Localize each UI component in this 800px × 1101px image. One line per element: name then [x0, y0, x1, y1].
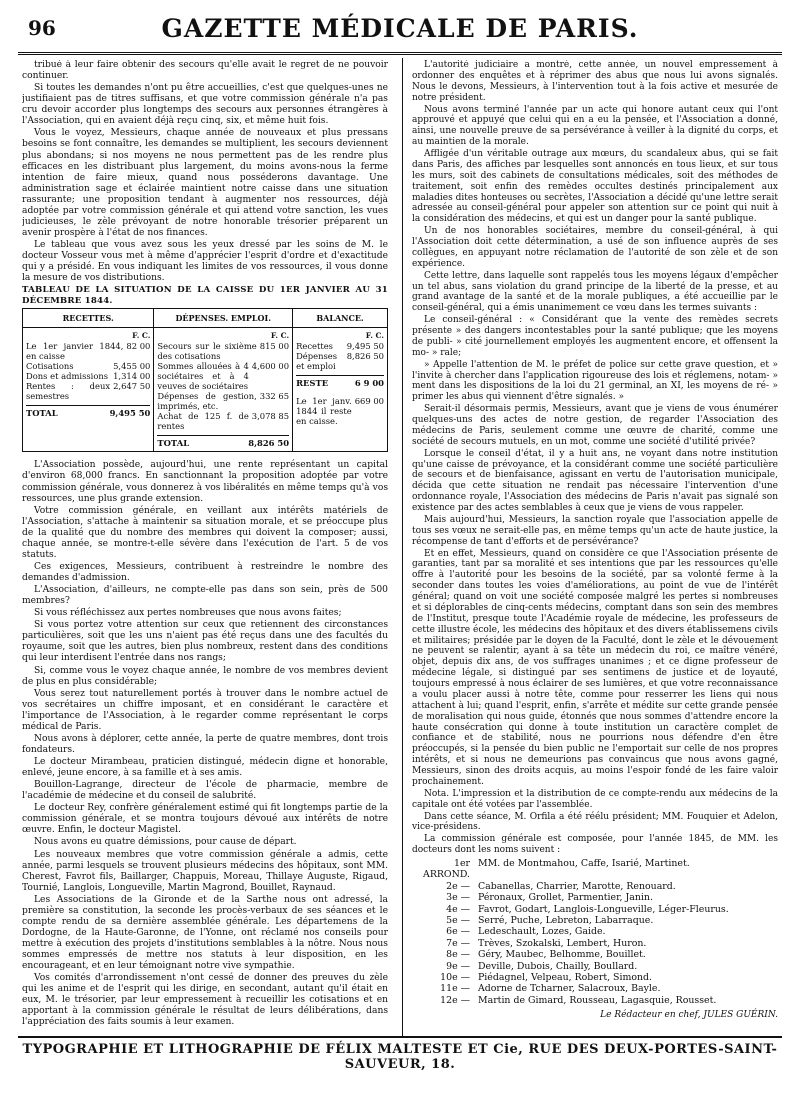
commission-names: Péronaux, Grollet, Parmentier, Janin. [478, 892, 653, 904]
recette-row [26, 371, 150, 381]
printer-footer: TYPOGRAPHIE ET LITHOGRAPHIE DE FÉLIX MALTESTE ET Cie, RUE DES DEUX-PORTES-SAINT-SAUVEUR, 18. [22, 1042, 778, 1072]
arrondissement-label: 2e — [446, 880, 470, 892]
recette-row-label: Dons et admissions [26, 371, 109, 382]
commission-row [412, 892, 778, 903]
commission-row [412, 949, 778, 960]
header-rule [18, 52, 782, 55]
paragraph: Le docteur Mirambeau, praticien distingué, médecin digne et honorable, enlevé, jeune encore, à sa famille et à ses amis. [22, 757, 388, 779]
paragraph: Nous avons terminé l'année par un acte qui honore autant ceux qui l'ont approuvé et appuyé que celui qui en a eu la pensée, et l'Association a donné, ainsi, une nouvelle preuve de sa persévérance à veiller à la dignité du corps, et au maintien de la morale. [412, 104, 778, 148]
finance-table [22, 308, 388, 452]
commission-row [412, 972, 778, 983]
journal-title: GAZETTE MÉDICALE DE PARIS. [161, 14, 639, 43]
depense-row-label: Dépenses de gestion, imprimés, etc. [157, 391, 257, 412]
commission-names: Martin de Gimard, Rousseau, Lagasquie, Rousset. [478, 994, 717, 1006]
balance-reste: RESTE 6 9 00 [296, 375, 384, 388]
depense-row [157, 391, 289, 411]
paragraph: L'autorité judiciaire a montré, cette année, un nouvel empressement à ordonner des enquêtes et à réprimer des abus que nous lui avons signalés. Nous le devons, Messieurs, à l'intervention tout à la fois active et mesurée de notre président. [412, 60, 778, 103]
paragraph: Nous avons eu quatre démissions, pour cause de départ. [34, 837, 297, 848]
table-title: TABLEAU DE LA SITUATION DE LA CAISSE DU 1ER JANVIER AU 31 DÉCEMBRE 1844. [22, 285, 388, 307]
paragraph: Affligée d'un véritable outrage aux mœurs, du scandaleux abus, qui se fait dans Paris, des affiches par lesquelles sont annoncés en tous lieux, et sur tous les murs, soit des cabinets de consultations médicales, soit des méthodes de traitement, soit enfin des remèdes occultes destinés principalement aux maladies dites honteuses ou secrètes, l'Association a décidé qu'une lettre serait adressée au conseil-général pour appeler son attention sur ce point qui nuit à la considération des médecins, et qui est un danger pour la santé publique. [412, 149, 778, 225]
commission-row [412, 926, 778, 937]
commission-names: MM. de Montmahou, Caffe, Isarié, Martinet. [478, 858, 690, 869]
depense-row-amount: 332 65 [259, 391, 290, 402]
paragraph: Le docteur Rey, confrère généralement estimé qui fit longtemps partie de la commission générale, et se montra toujours dévoué aux intérêts de notre œuvre. Enfin, le docteur Magistel. [22, 803, 388, 836]
commission-row [412, 983, 778, 994]
left-column [22, 60, 388, 1030]
unit-label: F. C. [270, 331, 290, 341]
unit-label: F. C. [132, 331, 151, 341]
header-depenses: DÉPENSES. EMPLOI. [154, 309, 293, 328]
paragraph: Serait-il désormais permis, Messieurs, avant que je viens de vous énumérer quelques-uns des actes de notre gestion, de regarder l'Association des médecins de Paris, seulement comme une œuvre de charité, comme une société de secours mutuels, en un mot, comme une société d'utilité privée? [412, 404, 778, 447]
paragraph: Si, comme vous le voyez chaque année, le nombre de vos membres devient de plus en plus considérable; [22, 665, 388, 687]
recette-row-label: Cotisations [26, 361, 74, 372]
balance-list [296, 341, 384, 371]
commission-names: Adorne de Tcharner, Salacroux, Bayle. [478, 983, 661, 995]
commission-names: Serré, Puche, Lebreton, Labarraque. [478, 915, 654, 927]
commission-intro: La commission générale est composée, pour l'année 1845, de MM. les docteurs dont les noms suivent : [412, 834, 778, 856]
page-header [18, 14, 782, 48]
paragraph: Cette lettre, dans laquelle sont rappelés tous les moyens légaux d'empêcher un tel abus, sans violation du grand principe de la liberté de la presse, et au grand avantage de la santé et de la morale publiques, a été accueillie par le conseil-général, qui a émis unanimement ce vœu dans les termes suivants : [412, 270, 778, 314]
commission-names: Favrot, Godart, Langlois-Longueville, Léger-Fleurus. [478, 903, 729, 915]
commission-names: Ledeschault, Lozes, Gaide. [478, 926, 606, 938]
commission-row [412, 881, 778, 892]
balance-row [296, 351, 384, 371]
footer-rule [18, 1036, 782, 1038]
nota-paragraph: Nota. L'impression et la distribution de ce compte-rendu aux médecins de la capitale ont été votées par l'assemblée. [412, 788, 778, 810]
paragraph: Si toutes les demandes n'ont pu être accueillies, c'est que quelques-unes ne justifiaient pas de titres suffisans, et que votre commission générale n'a pas cru devoir accorder plus longtemps des secours aux personnes étrangères à l'Association, qui en avaient déjà reçu cinq, six, et même huit fois. [22, 83, 388, 127]
depense-row-label: Secours sur le sixième des cotisations [157, 341, 257, 362]
depense-row [157, 361, 289, 391]
recette-row [26, 361, 150, 371]
recette-row-amount: 5,455 00 [113, 361, 151, 372]
arrondissement-label: 11e — [440, 983, 470, 995]
balance-en-caisse: Le 1er janv. 1844 il reste en caisse. 669 00 [296, 396, 384, 427]
depenses-list [157, 341, 289, 431]
balance-row [296, 341, 384, 351]
paragraph: Et en effet, Messieurs, quand on considère ce que l'Association présente de garanties, tant par sa moralité et ses intentions que par les ressources qu'elle offre à l'autorité pour les besoins de la société, par sa volonté ferme à la seconder dans toutes les voies d'améliorations, au point de vue de l'intérêt général; quand on voit une société composée malgré les pertes si nombreuses et si déplorables de cinq-cents médecins, comptant dans son sein des membres de l'Institut, presque toute l'Académie royale de médecine, les professeurs de cette illustre école, les médecins des hôpitaux et des divers établissemens civils et militaires; présidée par le doyen de la Faculté, dont le zèle et le dévouement ne peuvent se ralentir, ayant à sa tête un médecin du roi, ce maître vénéré, objet, depuis dix ans, de vos suffrages unanimes ; et ce digne professeur de médecine légale, si distingué par ses sentimens de justice et de loyauté, toujours empressé à nous éclairer de ses lumières, et que votre reconnaissance a voulu placer aussi à notre tête, comme pour resserrer les liens qui nous attachent à lui; quand l'esprit, enfin, s'arrête et médite sur cette grande pensée de moralisation qui nous guide, étonnés que nous sommes d'attendre encore la haute consécration qui donne à toute institution un caractère complet de confiance et de stabilité, nous ne pourrions nous défendre d'en être préoccupés, si la pensée du bien public ne l'emportait sur celle de nos propres intérêts, et si nous ne demeurions pas convaincus que nous avons gagné, Messieurs, sinon des droits acquis, au moins l'espoir fondé de les faire valoir prochainement. [412, 548, 778, 787]
commission-names: Trèves, Szokalski, Lembert, Huron. [478, 937, 647, 949]
arrondissement-label: 7e — [446, 937, 470, 949]
paragraph: L'Association possède, aujourd'hui, une rente représentant un capital d'environ 68,000 francs. En sanctionnant la proposition adoptée par votre commission générale, vous donnerez à vos libéralités en même temps qu'à vos ressources, une plus grande extension. [22, 460, 388, 504]
right-column [412, 60, 778, 1030]
commission-names: Deville, Dubois, Chailly, Boullard. [478, 960, 638, 972]
commission-list [412, 858, 778, 1006]
depenses-total: TOTAL 8,826 50 [157, 435, 289, 448]
arrondissement-label: 3e — [446, 892, 470, 904]
paragraph: Lorsque le conseil d'état, il y a huit ans, ne voyant dans notre institution qu'une caisse de prévoyance, et la considérant comme une société particulière de secours et de bienfaisance, agissant en vertu de l'autorisation municipale, décida que cette situation ne rendait pas nécessaire l'intervention d'une ordonnance royale, l'Association des médecins de Paris n'avait pas signalé son existence par des actes semblables à ceux que je viens de vous rappeler. [412, 448, 778, 513]
recette-row [26, 381, 150, 401]
arrondissement-label: 1er ARROND. [423, 858, 470, 881]
recettes-cell [23, 328, 154, 452]
paragraph: Les nouveaux membres que votre commission générale a admis, cette année, parmi lesquels se trouvent plusieurs médecins des hôpitaux, sont MM. Cherest, Favrot fils, Baillarger, Chappuis, Moreau, Thillaye Auguste, Rigaud, Tournié, Langlois, Longueville, Martin Magrond, Bouillet, Raynaud. [22, 849, 388, 893]
paragraph: L'Association, d'ailleurs, ne compte-elle pas dans son sein, près de 500 membres? [22, 585, 388, 607]
balance-row-label: Dépenses et emploi [296, 351, 338, 372]
balance-row-amount: 9,495 50 [346, 341, 384, 352]
arrondissement-label: 10e — [440, 972, 470, 984]
column-separator [402, 58, 403, 1038]
editor-signature: Le Rédacteur en chef, JULES GUÉRIN. [600, 1010, 778, 1021]
commission-row [412, 961, 778, 972]
paragraph: » Appelle l'attention de M. le préfet de police sur cette grave question, et » l'invite à chercher dans l'application rigoureuse des lois et réglemens, notam- » ment dans les dispositions de la loi du 21 germinal, an XI, les moyens de ré- » primer les abus qui viennent d'être signalés. » [412, 359, 778, 403]
depense-row-label: Sommes allouées à 4 sociétaires et à 4 veuves de sociétaires [157, 361, 249, 392]
commission-row [412, 858, 778, 881]
depense-row-label: Achat de 125 f. de rentes [157, 411, 249, 432]
recette-row-amount: 82 00 [126, 341, 151, 352]
paragraph: Si vous portez votre attention sur ceux que retiennent des circonstances particulières, soit que les uns n'aient pas été reçus dans une des facultés du royaume, soit que les autres, bien plus nombreux, restent dans des conditions qui leur interdisent l'entrée dans nos rangs; [22, 620, 388, 664]
arrondissement-label: 4e — [446, 903, 470, 915]
header-balance: BALANCE. [293, 309, 388, 328]
arrondissement-label: 8e — [446, 949, 470, 961]
paragraph: Bouillon-Lagrange, directeur de l'école de pharmacie, membre de l'académie de médecine et du conseil de salubrité. [22, 780, 388, 802]
commission-row [412, 938, 778, 949]
recette-row-amount: 2,647 50 [113, 381, 151, 392]
paragraph: Votre commission générale, en veillant aux intérêts matériels de l'Association, s'attache à maintenir sa situation morale, et se préoccupe plus de la qualité que du nombre des membres qui doivent la composer; aussi, chaque année, se montre-t-elle sévère dans l'exécution de l'art. 5 de vos statuts. [22, 505, 388, 560]
depense-row-amount: 3,078 85 [251, 411, 290, 422]
arrondissement-label: 6e — [446, 926, 470, 938]
commission-row [412, 995, 778, 1006]
recettes-total: TOTAL 9,495 50 [26, 405, 150, 418]
paragraph: Mais aujourd'hui, Messieurs, la sanction royale que l'association appelle de tous ses vœux ne serait-elle pas, en même temps qu'un acte de haute justice, la récompense de tant d'efforts et de persévérance? [412, 514, 778, 547]
paragraph: Un de nos honorables sociétaires, membre du conseil-général, à qui l'Association doit cette détermination, a usé de son influence auprès de ses collègues, en appuyant notre réclamation de l'autorité de son zèle et de son expérience. [412, 226, 778, 269]
commission-names: Cabanellas, Charrier, Marotte, Renouard. [478, 880, 676, 892]
arrondissement-label: 9e — [446, 960, 470, 972]
unit-label: F. C. [365, 331, 384, 341]
paragraph: Ces exigences, Messieurs, contribuent à restreindre le nombre des demandes d'admission. [22, 561, 388, 583]
recette-row-label: Rentes : deux semestres [26, 381, 111, 402]
left-paragraphs-before-table [22, 60, 388, 284]
depense-row-amount: 815 00 [259, 341, 290, 352]
page-number: 96 [28, 16, 56, 40]
arrondissement-label: 5e — [446, 915, 470, 927]
paragraph: Le conseil-général : « Considérant que la vente des remèdes secrets présente » des dangers incontestables pour la santé publique; que les moyens de publi- » cité journellement employés les augmentent encore, et offensent la mo- » rale; [412, 315, 778, 358]
depense-row [157, 411, 289, 431]
recette-row [26, 341, 150, 361]
paragraph: Vous le voyez, Messieurs, chaque année de nouveaux et plus pressans besoins se font connaître, les demandes se multiplient, les secours deviennent plus abondans; si nos moyens ne nous permettent pas de les rendre plus efficaces en les distribuant plus largement, du moins avons-nous la ferme intention de faire mieux, quand nous posséderons davantage. Une administration sage et éclairée maintient notre caisse dans une situation rassurante; une proposition tendant à augmenter nos ressources, déjà adoptée par votre commission générale et qui attend votre sanction, les vues judicieuses, le zèle prévoyant de notre honorable trésorier préparent un avenir prospère à l'état de nos finances. [22, 128, 388, 238]
depense-row-amount: 4,600 00 [251, 361, 290, 372]
paragraph: tribué à leur faire obtenir des secours qu'elle avait le regret de ne pouvoir continuer. [22, 60, 388, 82]
balance-row-label: Recettes [296, 341, 333, 352]
balance-cell [293, 328, 388, 452]
paragraph: Si vous réfléchissez aux pertes nombreuses que nous avons faites; [34, 608, 342, 619]
paragraph: Le tableau que vous avez sous les yeux dressé par les soins de M. le docteur Vosseur vous met à même d'apprécier l'esprit d'ordre et d'exactitude qui y a présidé. En vous indiquant les limites de vos ressources, il vous donne la mesure de vos distributions. [22, 240, 388, 284]
depenses-cell [154, 328, 293, 452]
right-paragraphs [412, 60, 778, 788]
paragraph: Nous avons à déplorer, cette année, la perte de quatre membres, dont trois fondateurs. [22, 733, 388, 755]
commission-row [412, 904, 778, 915]
header-recettes: RECETTES. [23, 309, 154, 328]
paragraph: Les Associations de la Gironde et de la Sarthe nous ont adressé, la première sa constitution, la seconde les procès-verbaux de ses séances et le compte rendu de sa dernière assemblée générale. Les départemens de la Dordogne, de la Haute-Garonne, de l'Yonne, ont réclamé nos conseils pour mettre à exécution des projets d'institutions semblables à la nôtre. Nous nous sommes empressés de mettre nos statuts à leur disposition, en les encourageant, et en leur témoignant notre vive sympathie. [22, 894, 388, 972]
recette-row-amount: 1,314 00 [113, 371, 151, 382]
recette-row-label: Le 1er janvier 1844, en caisse [26, 341, 124, 362]
arrondissement-label: 12e — [440, 994, 470, 1006]
commission-row [412, 915, 778, 926]
commission-names: Géry, Maubec, Belhomme, Bouillet. [478, 949, 646, 961]
commission-names: Piédagnel, Velpeau, Robert, Simond. [478, 972, 653, 984]
depense-row [157, 341, 289, 361]
balance-row-amount: 8,826 50 [346, 351, 384, 362]
seance-paragraph: Dans cette séance, M. Orfila a été réélu président; MM. Fouquier et Adelon, vice-présidens. [412, 811, 778, 833]
paragraph: Vous serez tout naturellement portés à trouver dans le nombre actuel de vos secrétaires un chiffre imposant, et en considérant le caractère et l'importance de l'Association, à le regarder comme représentant le corps médical de Paris. [22, 688, 388, 732]
recettes-list [26, 341, 150, 401]
left-paragraphs-after-table [22, 460, 388, 1028]
paragraph: Vos comités d'arrondissement n'ont cessé de donner des preuves du zèle qui les anime et de l'esprit qui les dirige, en secondant, autant qu'il était en eux, M. le trésorier, par leur empressement à recueillir les cotisations et en apportant à la commission générale le résultat de leurs délibérations, dans l'appréciation des faits soumis à leur examen. [22, 973, 388, 1028]
